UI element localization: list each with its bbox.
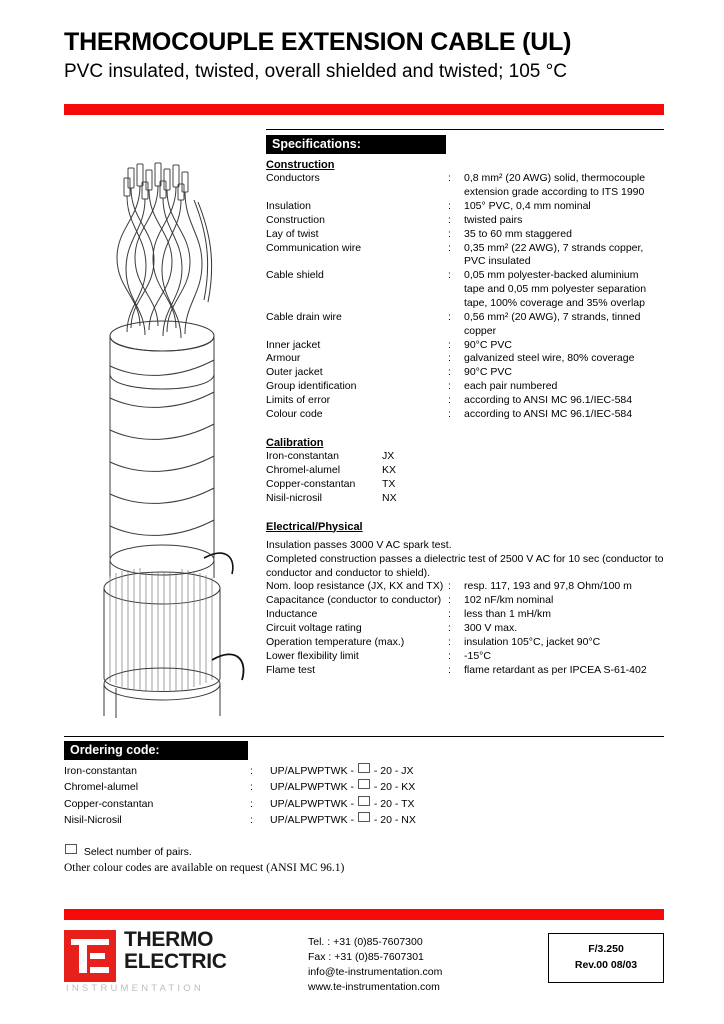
spec-value: twisted pairs [464, 213, 523, 226]
spec-row [266, 352, 664, 366]
calibration-code: NX [382, 491, 397, 504]
ordering-colon: : [250, 765, 253, 777]
ordering-heading: Ordering code: [64, 741, 248, 760]
spec-colon: : [448, 580, 451, 593]
spec-value: 0,35 mm² (22 AWG), 7 strands copper, PVC insulated [464, 241, 644, 268]
calibration-row [266, 450, 397, 464]
spec-row [266, 339, 664, 353]
spec-colon: : [448, 649, 451, 662]
spec-value: according to ANSI MC 96.1/IEC-584 [464, 407, 633, 420]
calibration-table [266, 450, 397, 505]
ordering-colon: : [250, 797, 253, 810]
ordering-table [64, 763, 624, 828]
spec-value: each pair numbered [464, 380, 558, 393]
spec-label: Circuit voltage rating [266, 621, 362, 634]
contact-website[interactable]: www.te-instrumentation.com [308, 980, 440, 993]
spec-colon: : [448, 635, 451, 648]
spec-colon: : [448, 227, 451, 240]
spec-value: 90°C PVC [464, 338, 512, 351]
spec-value: 35 to 60 mm staggered [464, 227, 572, 240]
footer-red-rule [64, 909, 664, 920]
spec-value: 0,05 mm polyester-backed aluminium tape and 0,05 mm polyester separation tape, 100% coverage and 35% overlap [464, 269, 647, 310]
ordering-code-prefix: UP/ALPWPTWK - [270, 813, 357, 826]
spec-row [266, 394, 664, 408]
ordering-row [64, 796, 624, 812]
document-code: F/3.250 [588, 943, 624, 956]
calibration-name: Nisil-nicrosil [266, 491, 323, 504]
pair-count-placeholder-icon[interactable] [358, 763, 370, 773]
contact-fax: Fax : +31 (0)85-7607301 [308, 950, 424, 963]
spec-row [266, 242, 664, 270]
ordering-rows [64, 763, 624, 828]
pair-count-placeholder-icon[interactable] [358, 812, 370, 822]
ordering-code-prefix: UP/ALPWPTWK - [270, 765, 357, 777]
page-subtitle: PVC insulated, twisted, overall shielded and twisted; 105 °C [64, 61, 567, 82]
spec-value: flame retardant as per IPCEA S-61-402 [464, 663, 647, 676]
contact-details [308, 935, 442, 995]
spec-colon: : [448, 663, 451, 676]
ordering-code-suffix: - 20 - JX [370, 765, 414, 777]
spec-label: Limits of error [266, 394, 331, 407]
page-title: THERMOCOUPLE EXTENSION CABLE (UL) [64, 28, 572, 56]
spec-value: 0,8 mm² (20 AWG) solid, thermocouple extension grade according to ITS 1990 [464, 172, 646, 199]
spec-label: Communication wire [266, 241, 362, 254]
ordering-label: Chromel-alumel [64, 781, 139, 794]
calibration-code: JX [382, 450, 395, 463]
ordering-code-value [270, 812, 624, 828]
spec-label: Inner jacket [266, 338, 321, 351]
contact-tel: Tel. : +31 (0)85-7607300 [308, 936, 423, 948]
pairs-note [64, 844, 664, 860]
spec-row [266, 172, 664, 200]
electrical-rows [266, 580, 664, 677]
spec-label: Insulation [266, 200, 311, 213]
construction-heading: Construction [266, 159, 335, 171]
calibration-name: Chromel-alumel [266, 463, 341, 476]
spec-colon: : [448, 213, 451, 226]
spec-row [266, 608, 664, 622]
electrical-paragraphs [266, 539, 664, 581]
pair-count-placeholder-icon[interactable] [358, 779, 370, 789]
calibration-row [266, 492, 397, 506]
calibration-rows [266, 450, 397, 505]
spec-value: 102 nF/km nominal [464, 594, 554, 607]
spec-colon: : [448, 366, 451, 379]
spec-colon: : [448, 172, 451, 185]
ordering-row [64, 779, 624, 795]
spec-label: Cable drain wire [266, 310, 342, 323]
spec-colon: : [448, 407, 451, 420]
cable-illustration [84, 160, 264, 720]
spec-value: 300 V max. [464, 621, 518, 634]
spec-row [266, 580, 664, 594]
spec-row [266, 622, 664, 636]
spec-value: resp. 117, 193 and 97,8 Ohm/100 m [464, 580, 632, 593]
logo-tagline: INSTRUMENTATION [66, 983, 204, 994]
spec-colon: : [448, 241, 451, 254]
spec-label: Flame test [266, 663, 316, 676]
spec-value: -15°C [464, 649, 491, 662]
document-header [64, 28, 664, 83]
spec-row [266, 594, 664, 608]
calibration-row [266, 478, 397, 492]
spec-colon: : [448, 200, 451, 213]
calibration-row [266, 464, 397, 478]
calibration-heading: Calibration [266, 436, 324, 449]
electrical-table [266, 580, 664, 677]
ordering-code-suffix: - 20 - NX [370, 813, 416, 826]
ordering-row [64, 763, 624, 779]
spec-label: Lower flexibility limit [266, 649, 359, 662]
spec-label: Colour code [266, 407, 323, 420]
spec-label: Nom. loop resistance (JX, KX and TX) [266, 580, 444, 593]
construction-rows [266, 172, 664, 421]
ordering-label: Iron-constantan [64, 765, 137, 777]
contact-email[interactable]: info@te-instrumentation.com [308, 965, 443, 978]
ordering-colon: : [250, 781, 253, 794]
spec-label: Armour [266, 352, 301, 365]
pairs-note-label: Select number of pairs. [83, 846, 192, 859]
spec-label: Operation temperature (max.) [266, 635, 405, 648]
spec-colon: : [448, 338, 451, 351]
spec-label: Capacitance (conductor to conductor) [266, 594, 442, 607]
logo-line-1: THERMO [124, 928, 214, 951]
spec-value: 0,56 mm² (20 AWG), 7 strands, tinned copper [464, 310, 641, 337]
calibration-code: TX [382, 477, 396, 490]
spec-row [266, 636, 664, 650]
spec-row [266, 380, 664, 394]
ordering-code-suffix: - 20 - TX [370, 797, 415, 810]
ordering-code-prefix: UP/ALPWPTWK - [270, 797, 357, 810]
spec-label: Group identification [266, 380, 357, 393]
ordering-label: Nisil-Nicrosil [64, 813, 122, 826]
spec-row [266, 366, 664, 380]
spec-label: Inductance [266, 608, 318, 621]
ordering-colon: : [250, 813, 253, 826]
spec-colon: : [448, 352, 451, 365]
electrical-paragraph: Completed construction passes a dielectric test of 2500 V AC for 10 sec (conductor to conductor and conductor to shield). [266, 552, 664, 579]
spec-colon: : [448, 594, 451, 607]
header-red-rule [64, 104, 664, 115]
spec-row [266, 311, 664, 339]
spec-label: Cable shield [266, 269, 324, 282]
logo-line-2: ELECTRIC [124, 950, 227, 974]
electrical-heading: Electrical/Physical [266, 520, 363, 533]
construction-table [266, 172, 664, 421]
specifications-heading: Specifications: [266, 135, 446, 154]
ordering-code-prefix: UP/ALPWPTWK - [270, 781, 357, 794]
calibration-name: Iron-constantan [266, 450, 339, 463]
spec-row [266, 228, 664, 242]
spec-row [266, 408, 664, 422]
ordering-code-value [270, 763, 624, 779]
spec-colon: : [448, 394, 451, 407]
calibration-name: Copper-constantan [266, 477, 356, 490]
spec-row [266, 664, 664, 678]
spec-colon: : [448, 310, 451, 323]
spec-row [266, 269, 664, 311]
document-reference-box [548, 933, 664, 983]
spec-row [266, 214, 664, 228]
ordering-code-suffix: - 20 - KX [370, 781, 416, 794]
spec-colon: : [448, 608, 451, 621]
spec-label: Outer jacket [266, 366, 323, 379]
ordering-code-value [270, 796, 624, 812]
ordering-label: Copper-constantan [64, 797, 154, 810]
specifications-section [266, 128, 664, 677]
spec-row [266, 650, 664, 664]
ordering-row [64, 812, 624, 828]
spec-colon: : [448, 269, 451, 282]
spec-label: Conductors [266, 172, 320, 185]
spec-label: Construction [266, 213, 325, 226]
spec-value: insulation 105°C, jacket 90°C [464, 635, 601, 648]
spec-colon: : [448, 621, 451, 634]
spec-row [266, 200, 664, 214]
spec-value: galvanized steel wire, 80% coverage [464, 352, 635, 365]
ordering-section [64, 735, 664, 876]
logo-wordmark [124, 929, 227, 974]
spec-colon: : [448, 380, 451, 393]
colour-code-note: Other colour codes are available on request (ANSI MC 96.1) [64, 861, 345, 874]
spec-value: less than 1 mH/km [464, 608, 551, 621]
electrical-paragraph: Insulation passes 3000 V AC spark test. [266, 538, 452, 551]
te-logo-icon [64, 930, 116, 982]
document-revision: Rev.00 08/03 [574, 959, 638, 971]
ordering-code-value [270, 779, 624, 795]
spec-value: 90°C PVC [464, 366, 512, 379]
spec-label: Lay of twist [266, 227, 319, 240]
pair-count-placeholder-icon[interactable] [358, 796, 370, 806]
spec-value: according to ANSI MC 96.1/IEC-584 [464, 394, 633, 407]
checkbox-icon[interactable] [65, 844, 77, 854]
calibration-code: KX [382, 463, 397, 476]
spec-value: 105° PVC, 0,4 mm nominal [464, 200, 591, 213]
